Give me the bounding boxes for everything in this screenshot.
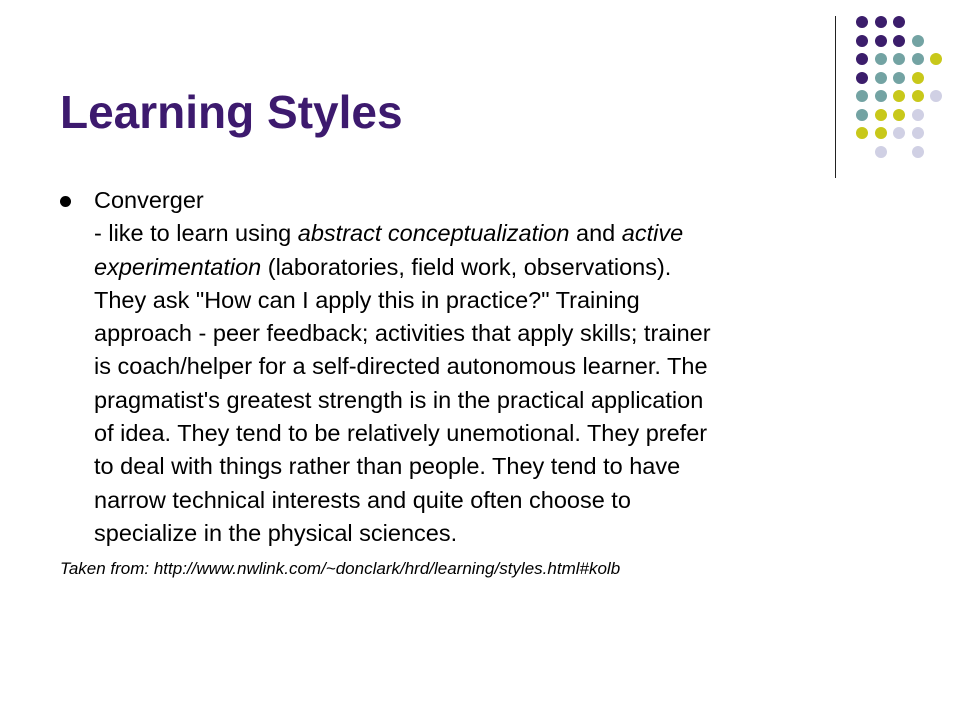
decorative-dot — [912, 146, 924, 158]
bullet-line-3 — [94, 251, 920, 284]
bullet-heading: Converger — [94, 187, 204, 213]
decorative-dot — [856, 109, 868, 121]
decorative-dot — [875, 90, 887, 102]
decorative-dot — [893, 72, 905, 84]
emphasis-active: active — [621, 220, 684, 247]
bullet-line-2 — [94, 217, 920, 250]
bullet-item — [60, 184, 920, 550]
decorative-dot — [875, 35, 887, 47]
decorative-dot — [912, 109, 924, 121]
decorative-dot — [893, 16, 905, 28]
decorative-dot — [856, 90, 868, 102]
text-run: and — [569, 220, 622, 247]
bullet-icon — [60, 196, 71, 207]
bullet-line: narrow technical interests and quite often choose to — [94, 486, 631, 513]
decorative-dot — [875, 127, 887, 139]
decorative-dot — [912, 127, 924, 139]
bullet-line: pragmatist's greatest strength is in the practical application — [94, 386, 704, 413]
slide-title: Learning Styles — [60, 86, 403, 138]
text-run: (laboratories, field work, observations). — [261, 253, 672, 280]
emphasis-experimentation: experimentation — [94, 253, 262, 280]
decorative-dot — [912, 90, 924, 102]
decorative-dot — [856, 16, 868, 28]
decorative-dot — [856, 53, 868, 65]
slide-body — [60, 184, 920, 580]
bullet-line: approach - peer feedback; activities that apply skills; trainer — [94, 320, 711, 347]
decorative-dot — [875, 109, 887, 121]
decorative-dot — [930, 90, 942, 102]
bullet-line: to deal with things rather than people. They tend to have — [94, 453, 681, 480]
source-citation: Taken from: http://www.nwlink.com/~donclark/hrd/learning/styles.html#kolb — [60, 559, 621, 579]
decorative-dot — [856, 127, 868, 139]
decorative-dot — [893, 109, 905, 121]
decorative-dot — [856, 72, 868, 84]
decorative-dot — [912, 35, 924, 47]
decorative-dot — [912, 72, 924, 84]
decorative-dot — [875, 146, 887, 158]
decorative-dot — [893, 127, 905, 139]
decorative-dot — [893, 90, 905, 102]
text-run: - like to learn using — [94, 220, 298, 247]
decorative-dot — [875, 16, 887, 28]
decorative-dot — [875, 72, 887, 84]
decorative-dot — [893, 35, 905, 47]
decorative-dot — [856, 35, 868, 47]
decorative-dot — [930, 53, 942, 65]
bullet-line: is coach/helper for a self-directed autonomous learner. The — [94, 353, 708, 380]
decorative-dot — [893, 53, 905, 65]
emphasis-abstract-conceptualization: abstract conceptualization — [297, 220, 570, 247]
bullet-line: of idea. They tend to be relatively unemotional. They prefer — [94, 420, 708, 447]
decorative-dot — [912, 53, 924, 65]
decorative-dot — [875, 53, 887, 65]
vertical-divider — [835, 16, 836, 178]
bullet-line: They ask "How can I apply this in practice?" Training — [94, 286, 640, 313]
bullet-line: specialize in the physical sciences. — [94, 519, 458, 546]
